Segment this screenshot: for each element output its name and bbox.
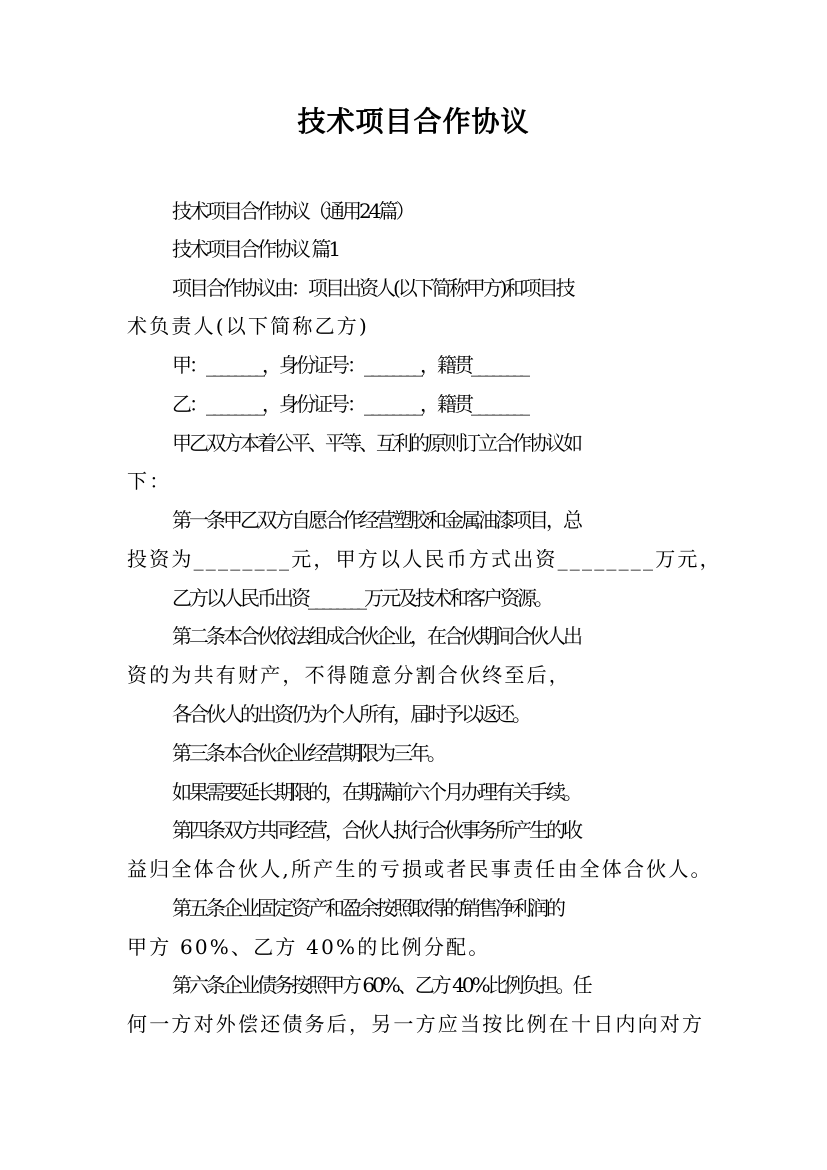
text-line: 技术项目合作协议（通用24篇） [172,199,413,223]
text-line: 投资为________元，甲方以人民币方式出资________万元， [127,547,722,571]
text-line: 资的为共有财产，不得随意分割合伙终至后， [127,663,571,687]
text-line: 第三条本合伙企业经营期限为三年。 [172,741,444,765]
text-line: 益归全体合伙人,所产生的亏损或者民事责任由全体合伙人。 [127,857,713,881]
text-line: 第五条企业固定资产和盈余按照取得的销售净利润的 [172,896,563,920]
document-title: 技术项目合作协议 [297,105,530,138]
text-line: 技术项目合作协议 篇1 [172,237,339,261]
text-line: 第四条双方共同经营，合伙人执行合伙事务所产生的收 [172,818,580,842]
text-line: 甲：________，身份证号：________，籍贯________ [172,353,527,377]
text-line: 第一条甲乙双方自愿合作经营塑胶和金属油漆项目，总 [172,508,580,532]
text-line: 第六条企业债务按照甲方 60%、乙方 40%比例负担。任 [172,973,590,997]
text-line: 第二条本合伙依法组成合伙企业，在合伙期间合伙人出 [172,624,580,648]
text-line: 项目合作协议由：项目出资人(以下简称甲方)和项目技 [172,276,573,300]
text-line: 下： [127,469,172,493]
text-line: 甲乙双方本着公平、平等、互利的原则订立合作协议如 [172,431,580,455]
text-line: 乙方以人民币出资________万元及技术和客户资源。 [172,586,551,610]
text-line: 乙：________，身份证号：________，籍贯________ [172,392,527,416]
text-line: 如果需要延长期限的，在期满前六个月办理有关手续。 [172,780,580,804]
text-line: 何一方对外偿还债务后，另一方应当按比例在十日内向对方 [127,1012,705,1036]
text-line: 甲方 60%、乙方 40%的比例分配。 [127,935,491,959]
text-line: 术负责人(以下简称乙方) [127,314,370,338]
text-line: 各合伙人的出资仍为个人所有，届时予以返还。 [172,702,529,726]
